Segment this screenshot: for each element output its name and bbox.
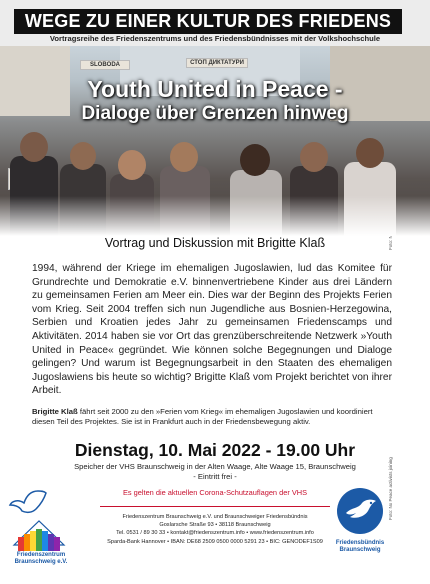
footer-line: Sparda-Bank Hannover • IBAN: DE68 2509 0500 0000 5291 23 • BIC: GENODEF1S09: [107, 538, 323, 545]
crowd-person: [356, 138, 384, 168]
event-date: Dienstag, 10. Mai 2022 - 19.00 Uhr: [74, 440, 356, 460]
protest-sign: СТОП ДИКТАТУРИ: [186, 58, 248, 68]
speaker-name: Brigitte Klaß: [32, 407, 78, 416]
series-title: WEGE ZU EINER KULTUR DES FRIEDENS: [14, 9, 402, 34]
series-subtitle: Vortragsreihe des Friedenszentrums und des Friedensbündnisses mit der Volkshochschule: [49, 34, 381, 43]
logo-left-label: Friedenszentrum Braunschweig e.V.: [14, 552, 68, 565]
crowd-person: [70, 142, 96, 170]
event-title-line2: Dialoge über Grenzen hinweg: [81, 103, 349, 124]
crowd-person: [170, 142, 198, 172]
header-band: [0, 0, 430, 46]
crowd-person: [240, 144, 270, 176]
photo-credit-secondary: Foto: No Peace activists joining: [388, 457, 393, 520]
main-description: 1994, während der Kriege im ehemaligen Jugoslawien, lud das Komitee für Grundrechte und Demokratie e.V. binnenvertriebene Kinder aus drei Ländern zu gemeinsamen Ferien am Meer ein. Dies war der Beginn des Projekts Ferien vom Krieg. Seit 2004 treffen sich nun Jugendliche aus Bosnien-Herzegowina, Serbien und Kroatien jedes Jahr zu gemeinsamen Friedenscamps und Aktivitäten. 2014 haben sie vor Ort das grenzüberschreitende Netzwerk »Youth United in Peace« gegründet. Wie können solche Begegnungen und Dialoge gelingen? Und warum ist Begegnungsarbeit in den Staaten des ehemaligen Jugoslawiens bis heute so wichtig? Brigitte Klaß vom Projekt berichtet von ihrer Arbeit.: [32, 263, 392, 397]
corona-notice: Es gelten die aktuellen Corona-Schutzauflagen der VHS: [122, 488, 308, 497]
lecture-subtitle: Vortrag und Diskussion mit Brigitte Klaß: [104, 236, 326, 250]
protest-sign: SLOBODA: [80, 60, 130, 70]
crowd-person: [20, 132, 48, 162]
event-venue: Speicher der VHS Braunschweig in der Alten Waage, Alte Waage 15, Braunschweig: [74, 462, 356, 471]
crowd-person: [300, 142, 328, 172]
photo-fade: [0, 196, 430, 236]
logo-right-label: Friedensbündnis Braunschweig: [335, 540, 385, 553]
footer-line: Tel. 0531 / 89 30 33 • kontakt@friedenszentrum.info • www.friedenszentrum.info: [116, 530, 314, 537]
footer-line: Friedenszentrum Braunschweig e.V. und Braunschweiger Friedensbündnis: [122, 514, 308, 520]
protest-photo: [0, 46, 430, 236]
speaker-bio: [32, 407, 392, 428]
event-title: Youth United in Peace -: [87, 76, 343, 102]
footer-line: Goslarsche Straße 93 • 38118 Braunschweig: [159, 522, 271, 529]
footer-divider: [100, 506, 330, 507]
speaker-bio-text: fährt seit 2000 zu den »Ferien vom Krieg« im ehemaligen Jugoslawien und koordiniert diesen Teil des Projektes. Sie ist in Frankfurt auch in der Friedensbewegung aktiv.: [32, 407, 373, 427]
crowd-person: [118, 150, 146, 180]
peace-dove-icon: [336, 487, 384, 535]
footer-contact: [90, 513, 340, 546]
admission-note: - Eintritt frei -: [193, 472, 237, 481]
